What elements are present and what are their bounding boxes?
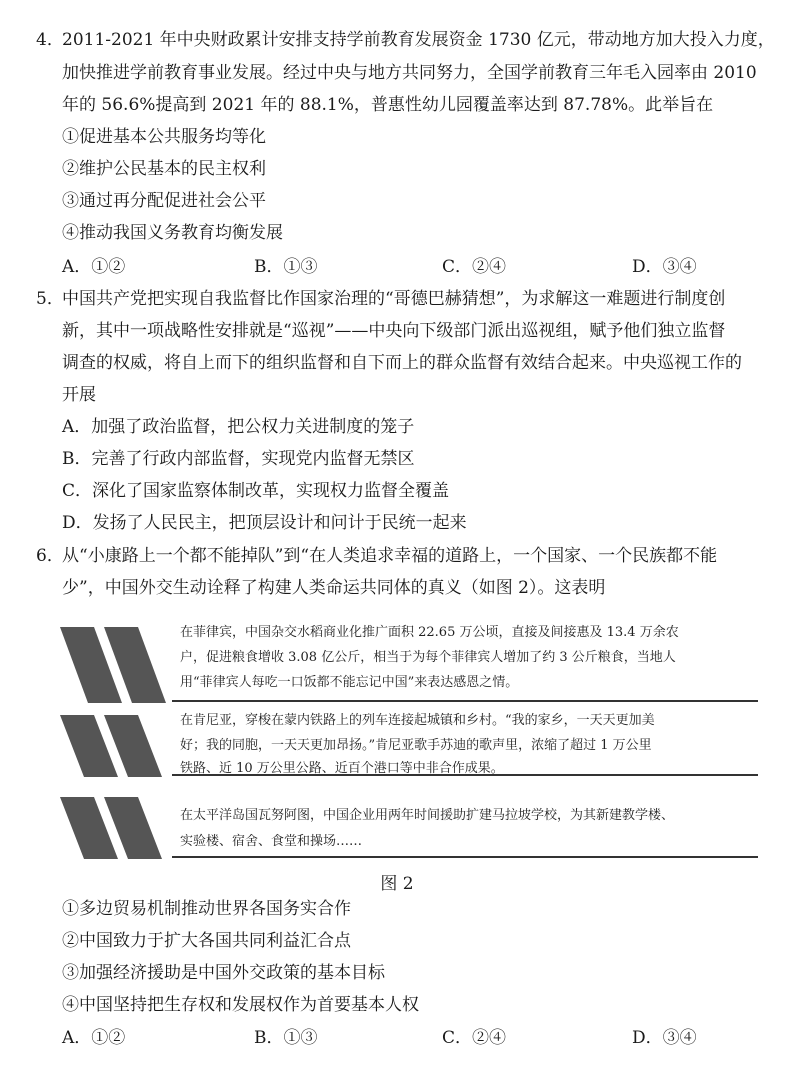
box-2-line: 好；我的同胞，一天天更加昂扬。”肯尼亚歌手苏迪的歌声里，浓缩了超过 1 万公里 bbox=[180, 738, 652, 753]
box-1-line: 在菲律宾，中国杂交水稻商业化推广面积 22.65 万公顷，直接及间接惠及 13.4 万余农 bbox=[180, 625, 679, 640]
statement-1: ①多边贸易机制推动世界各国务实合作 bbox=[62, 899, 351, 919]
box-1-line: 用“菲律宾人每吃一口饭都不能忘记中国”来表达感恩之情。 bbox=[180, 675, 519, 690]
choice-d[interactable]: D．③④ bbox=[632, 257, 697, 277]
question-text-line: 从“小康路上一个都不能掉队”到“在人类追求幸福的道路上，一个国家、一个民族都不能 bbox=[62, 546, 718, 566]
question-text-line: 年的 56.6%提高到 2021 年的 88.1%，普惠性幼儿园覆盖率达到 87.78%。此举旨在 bbox=[62, 95, 714, 115]
diagonal-stripes-icon bbox=[60, 627, 172, 703]
statement-2: ②中国致力于扩大各国共同利益汇合点 bbox=[62, 931, 351, 951]
statement-4: ④推动我国义务教育均衡发展 bbox=[62, 223, 283, 243]
choice-a[interactable]: A．①② bbox=[62, 1028, 126, 1048]
question-number: 5． bbox=[36, 289, 64, 309]
diagonal-stripes-icon bbox=[60, 797, 172, 859]
choice-a[interactable]: A．①② bbox=[62, 257, 126, 277]
diagonal-stripes-icon bbox=[60, 715, 172, 777]
statement-2: ②维护公民基本的民主权利 bbox=[62, 159, 266, 179]
choice-d[interactable]: D．发扬了人民民主，把顶层设计和问计于民统一起来 bbox=[62, 513, 467, 533]
box-2-line: 在肯尼亚，穿梭在蒙内铁路上的列车连接起城镇和乡村。“我的家乡，一天天更加美 bbox=[180, 713, 655, 728]
box-underline bbox=[172, 700, 758, 702]
question-text-line: 开展 bbox=[62, 385, 96, 405]
box-2-line: 铁路、近 10 万公里公路、近百个港口等中非合作成果。 bbox=[180, 761, 504, 776]
box-3-line: 实验楼、宿舍、食堂和操场…… bbox=[180, 834, 363, 849]
box-1-line: 户，促进粮食增收 3.08 亿公斤，相当于为每个菲律宾人增加了约 3 公斤粮食，当地人 bbox=[180, 650, 676, 665]
choice-a[interactable]: A．加强了政治监督，把公权力关进制度的笼子 bbox=[62, 417, 415, 437]
choice-c[interactable]: C．②④ bbox=[442, 257, 507, 277]
statement-1: ①促进基本公共服务均等化 bbox=[62, 127, 266, 147]
question-number: 6． bbox=[36, 546, 64, 566]
box-underline bbox=[172, 856, 758, 858]
choice-b[interactable]: B．①③ bbox=[254, 257, 318, 277]
question-text-line: 新，其中一项战略性安排就是“巡视”——中央向下级部门派出巡视组，赋予他们独立监督 bbox=[62, 321, 726, 341]
question-text-line: 少”，中国外交生动诠释了构建人类命运共同体的真义（如图 2）。这表明 bbox=[62, 578, 606, 598]
question-text-line: 2011-2021 年中央财政累计安排支持学前教育发展资金 1730 亿元，带动地方加大投入力度， bbox=[62, 30, 775, 50]
question-text-line: 中国共产党把实现自我监督比作国家治理的“哥德巴赫猜想”，为求解这一难题进行制度创 bbox=[62, 289, 726, 309]
box-3-line: 在太平洋岛国瓦努阿图，中国企业用两年时间援助扩建马拉坡学校，为其新建教学楼、 bbox=[180, 808, 675, 823]
choice-c[interactable]: C．②④ bbox=[442, 1028, 507, 1048]
figure-caption: 图 2 bbox=[380, 874, 414, 894]
statement-3: ③通过再分配促进社会公平 bbox=[62, 191, 266, 211]
choice-c[interactable]: C．深化了国家监察体制改革，实现权力监督全覆盖 bbox=[62, 481, 450, 501]
choice-b[interactable]: B．完善了行政内部监督，实现党内监督无禁区 bbox=[62, 449, 415, 469]
question-text-line: 调查的权威，将自上而下的组织监督和自下而上的群众监督有效结合起来。中央巡视工作的 bbox=[62, 353, 742, 373]
statement-4: ④中国坚持把生存权和发展权作为首要基本人权 bbox=[62, 995, 419, 1015]
question-number: 4． bbox=[36, 30, 64, 50]
question-text-line: 加快推进学前教育事业发展。经过中央与地方共同努力，全国学前教育三年毛入园率由 2010 bbox=[62, 63, 757, 83]
choice-b[interactable]: B．①③ bbox=[254, 1028, 318, 1048]
statement-3: ③加强经济援助是中国外交政策的基本目标 bbox=[62, 963, 385, 983]
choice-d[interactable]: D．③④ bbox=[632, 1028, 697, 1048]
